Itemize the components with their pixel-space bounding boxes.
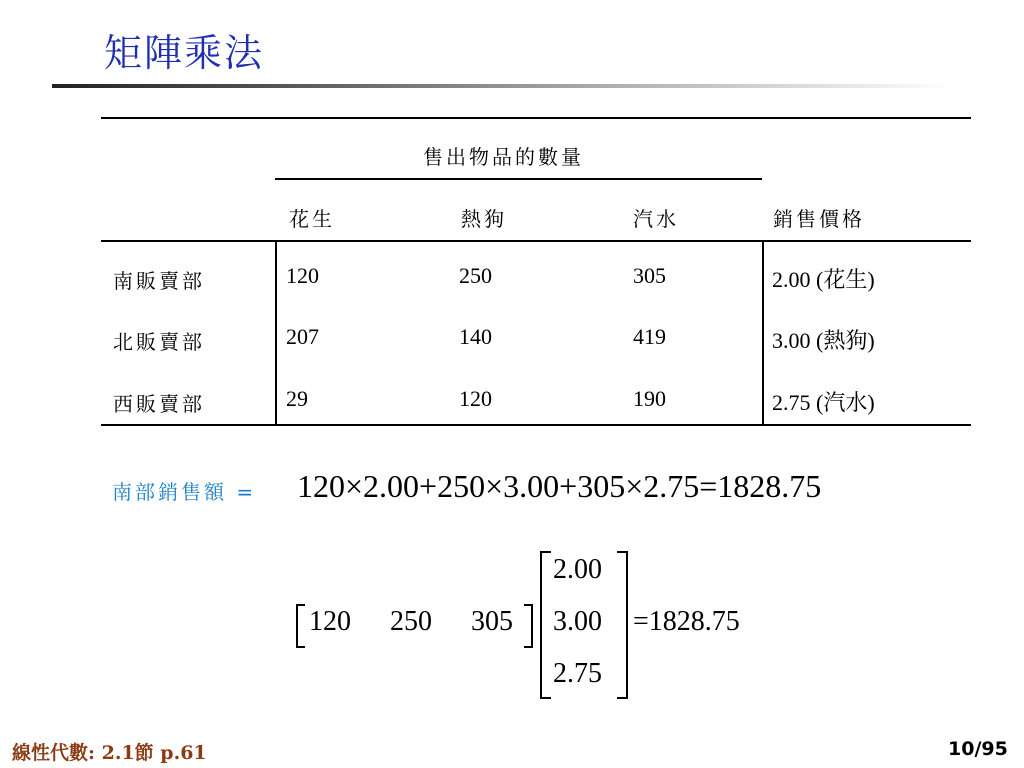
price-cell: 2.00 (花生) [772, 267, 875, 292]
table-cell: 419 [633, 324, 666, 349]
footer-course-reference: 線性代數: 2.1節 p.61 [12, 742, 207, 764]
page-number: 10/95 [948, 738, 1008, 760]
row-label: 西販賣部 [113, 392, 205, 416]
price-column-divider [762, 240, 764, 425]
row-vector-right-bracket [524, 604, 533, 648]
table-cell: 190 [633, 386, 666, 411]
row-label-divider [275, 240, 277, 425]
row-vector-entry: 250 [390, 606, 432, 637]
slide-title: 矩陣乘法 [104, 31, 265, 75]
equation-label: 南部銷售額 = [112, 480, 257, 504]
price-cell: 3.00 (熱狗) [772, 328, 875, 353]
col-vector-left-bracket [540, 551, 551, 699]
table-cell: 250 [459, 263, 492, 288]
col-vector-entry: 2.75 [553, 658, 602, 689]
header-bottom-rule [101, 240, 971, 242]
price-cell: 2.75 (汽水) [772, 390, 875, 415]
col-vector-entry: 2.00 [553, 554, 602, 585]
table-bottom-rule [101, 424, 971, 426]
row-vector-entry: 120 [309, 606, 351, 637]
table-cell: 120 [459, 386, 492, 411]
table-cell: 29 [286, 386, 308, 411]
group-header: 售出物品的數量 [423, 145, 584, 169]
table-top-rule [101, 117, 971, 119]
col-vector-right-bracket [617, 551, 628, 699]
row-vector-left-bracket [296, 604, 305, 648]
matrix-result: =1828.75 [633, 606, 740, 637]
table-cell: 305 [633, 263, 666, 288]
equation-expression: 120×2.00+250×3.00+305×2.75=1828.75 [297, 468, 822, 504]
row-label: 北販賣部 [113, 330, 205, 354]
table-cell: 140 [459, 324, 492, 349]
column-header-soda: 汽水 [633, 207, 679, 231]
group-header-rule [275, 178, 762, 180]
title-underline [52, 84, 952, 88]
column-header-price: 銷售價格 [773, 207, 865, 231]
column-header-peanut: 花生 [289, 207, 335, 231]
table-cell: 120 [286, 263, 319, 288]
row-label: 南販賣部 [113, 269, 205, 293]
column-header-hotdog: 熱狗 [461, 207, 507, 231]
col-vector-entry: 3.00 [553, 606, 602, 637]
row-vector-entry: 305 [471, 606, 513, 637]
sales-table [101, 117, 971, 425]
table-cell: 207 [286, 324, 319, 349]
